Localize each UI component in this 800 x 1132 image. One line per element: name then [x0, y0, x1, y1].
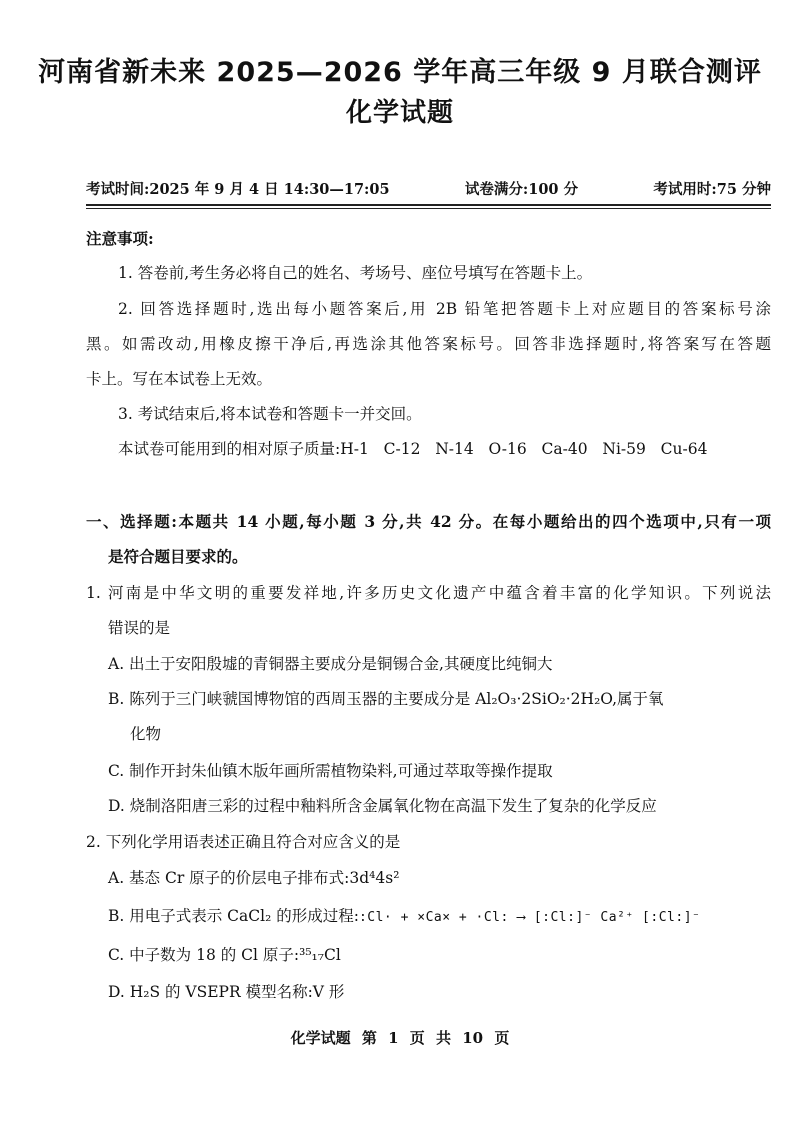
q2-option-c: C. 中子数为 18 的 Cl 原子:³⁵₁₇Cl — [108, 946, 341, 964]
q2-option-b-prefix: B. 用电子式表示 CaCl₂ 的形成过程: — [108, 907, 359, 925]
q1-option-a: A. 出土于安阳殷墟的青铜器主要成分是铜锡合金,其硬度比纯铜大 — [108, 655, 553, 673]
q1-option-b-prefix: B. 陈列于三门峡虢国博物馆的西周玉器的主要成分是 — [108, 690, 471, 708]
notes-heading: 注意事项: — [86, 229, 154, 248]
q2-option-d: D. H₂S 的 VSEPR 模型名称:V 形 — [108, 983, 345, 1001]
exam-duration: 考试用时:75 分钟 — [653, 181, 771, 198]
q1-option-b-suffix: ,属于氧 — [612, 690, 664, 708]
q1-option-b — [108, 689, 771, 709]
note-item-2-line-1: 2. 回答选择题时,选出每小题答案后,用 2B 铅笔把答题卡上对应题目的答案标号涂 — [118, 300, 771, 318]
exam-time: 考试时间:2025 年 9 月 4 日 14:30—17:05 — [86, 181, 390, 198]
note-item-1: 1. 答卷前,考生务必将自己的姓名、考场号、座位号填写在答题卡上。 — [118, 264, 593, 282]
full-score: 试卷满分:100 分 — [464, 181, 579, 198]
q1-option-d: D. 烧制洛阳唐三彩的过程中釉料所含金属氧化物在高温下发生了复杂的化学反应 — [108, 797, 657, 815]
q2-stem: 2. 下列化学用语表述正确且符合对应含义的是 — [86, 833, 401, 851]
q1-stem-line-1: 1. 河南是中华文明的重要发祥地,许多历史文化遗产中蕴含着丰富的化学知识。下列说法 — [86, 584, 771, 602]
q1-stem-line-2: 错误的是 — [108, 619, 171, 637]
subject-title: 化学试题 — [345, 98, 454, 128]
q2-option-b-equation: :Cl· + ×Ca× + ·Cl: ⟶ [:Cl:]⁻ Ca²⁺ [:Cl:]⁻ — [358, 910, 701, 925]
page-footer: 化学试题 第 1 页 共 10 页 — [290, 1029, 510, 1047]
exam-title: 河南省新未来 2025—2026 学年高三年级 9 月联合测评 — [38, 57, 762, 88]
q1-option-b-line-2: 化物 — [130, 725, 162, 743]
q2-option-b — [108, 906, 700, 928]
q1-option-b-formula: Al₂O₃·2SiO₂·2H₂O — [475, 690, 613, 708]
header-divider — [86, 204, 771, 206]
header-divider-thin — [86, 208, 771, 209]
q1-option-c: C. 制作开封朱仙镇木版年画所需植物染料,可通过萃取等操作提取 — [108, 762, 553, 780]
exam-info-row — [86, 178, 771, 199]
atomic-masses: 本试卷可能用到的相对原子质量:H-1 C-12 N-14 O-16 Ca-40 Ni-59 Cu-64 — [118, 440, 708, 458]
note-item-2-line-2: 黑。如需改动,用橡皮擦干净后,再选涂其他答案标号。回答非选择题时,将答案写在答题 — [86, 335, 771, 353]
q2-option-a: A. 基态 Cr 原子的价层电子排布式:3d⁴4s² — [108, 869, 400, 887]
note-item-2-line-3: 卡上。写在本试卷上无效。 — [86, 370, 273, 388]
section-1-heading-cont: 是符合题目要求的。 — [108, 547, 248, 566]
section-1-heading: 一、选择题:本题共 14 小题,每小题 3 分,共 42 分。在每小题给出的四个选项中,只有一项 — [86, 512, 771, 531]
note-item-3: 3. 考试结束后,将本试卷和答题卡一并交回。 — [118, 405, 422, 423]
